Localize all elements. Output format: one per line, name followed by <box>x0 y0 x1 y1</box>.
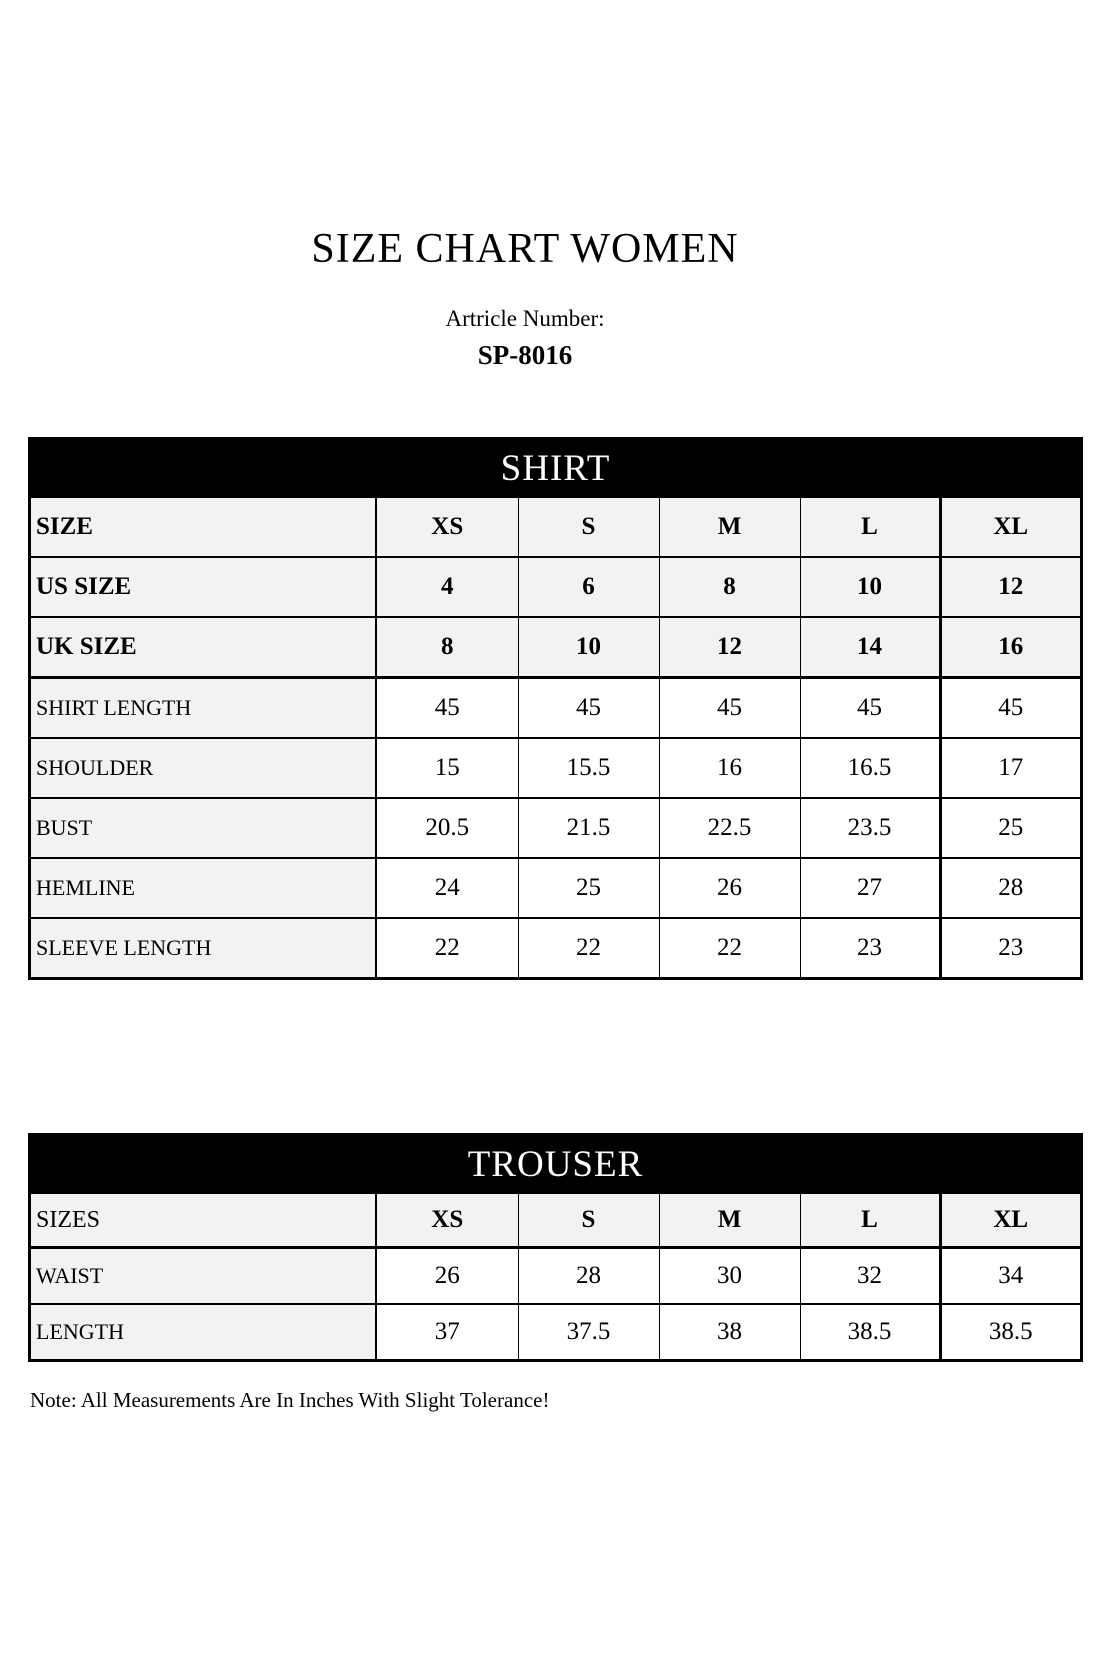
table-cell: 45 <box>376 678 518 739</box>
table-cell: XL <box>940 498 1080 557</box>
table-cell: 38.5 <box>800 1304 940 1359</box>
table-row <box>31 858 1080 918</box>
table-cell: 30 <box>659 1248 800 1305</box>
shirt-table <box>28 437 1083 980</box>
row-label: UK SIZE <box>31 617 376 678</box>
table-cell: 22 <box>518 918 659 977</box>
table-cell: 20.5 <box>376 798 518 858</box>
table-cell: 38 <box>659 1304 800 1359</box>
table-row <box>31 918 1080 977</box>
table-cell: 10 <box>518 617 659 678</box>
row-label: US SIZE <box>31 557 376 617</box>
table-cell: M <box>659 498 800 557</box>
table-cell: 37.5 <box>518 1304 659 1359</box>
table-cell: 16 <box>659 738 800 798</box>
row-label: WAIST <box>31 1248 376 1305</box>
table-row <box>31 678 1080 739</box>
table-row <box>31 1304 1080 1359</box>
table-cell: 28 <box>940 858 1080 918</box>
table-cell: 45 <box>800 678 940 739</box>
note-text: Note: All Measurements Are In Inches With Slight Tolerance! <box>30 1388 550 1412</box>
row-label: SHOULDER <box>31 738 376 798</box>
table-cell: XL <box>940 1194 1080 1248</box>
article-number-value: SP-8016 <box>477 340 573 371</box>
table-cell: 6 <box>518 557 659 617</box>
table-cell: 10 <box>800 557 940 617</box>
table-cell: S <box>518 498 659 557</box>
table-row <box>31 798 1080 858</box>
row-label: SLEEVE LENGTH <box>31 918 376 977</box>
table-cell: 22 <box>659 918 800 977</box>
table-cell: 24 <box>376 858 518 918</box>
row-label: BUST <box>31 798 376 858</box>
table-cell: 25 <box>940 798 1080 858</box>
table-row <box>31 1248 1080 1305</box>
table-cell: 17 <box>940 738 1080 798</box>
table-row <box>31 498 1080 557</box>
table-cell: 27 <box>800 858 940 918</box>
table-cell: M <box>659 1194 800 1248</box>
table-cell: 38.5 <box>940 1304 1080 1359</box>
table-cell: 26 <box>659 858 800 918</box>
table-cell: L <box>800 498 940 557</box>
table-cell: 45 <box>940 678 1080 739</box>
row-label: SHIRT LENGTH <box>31 678 376 739</box>
table-cell: 16.5 <box>800 738 940 798</box>
trouser-size-table <box>31 1194 1080 1359</box>
table-cell: 8 <box>659 557 800 617</box>
table-cell: 15 <box>376 738 518 798</box>
table-cell: 4 <box>376 557 518 617</box>
table-cell: 22.5 <box>659 798 800 858</box>
table-row <box>31 738 1080 798</box>
table-cell: 45 <box>518 678 659 739</box>
table-cell: 22 <box>376 918 518 977</box>
table-row <box>31 1194 1080 1248</box>
table-cell: 12 <box>659 617 800 678</box>
table-cell: 23 <box>940 918 1080 977</box>
table-cell: 12 <box>940 557 1080 617</box>
table-cell: 21.5 <box>518 798 659 858</box>
article-number-label: Artricle Number: <box>445 306 605 332</box>
table-cell: 23 <box>800 918 940 977</box>
table-row <box>31 557 1080 617</box>
table-cell: 16 <box>940 617 1080 678</box>
row-label: SIZE <box>31 498 376 557</box>
table-cell: 15.5 <box>518 738 659 798</box>
table-cell: 37 <box>376 1304 518 1359</box>
row-label: LENGTH <box>31 1304 376 1359</box>
table-cell: 14 <box>800 617 940 678</box>
table-cell: XS <box>376 498 518 557</box>
table-cell: 28 <box>518 1248 659 1305</box>
table-cell: 34 <box>940 1248 1080 1305</box>
table-cell: 26 <box>376 1248 518 1305</box>
table-cell: 23.5 <box>800 798 940 858</box>
row-label: SIZES <box>31 1194 376 1248</box>
trouser-table <box>28 1133 1083 1362</box>
heading-block <box>0 226 1050 371</box>
table-cell: XS <box>376 1194 518 1248</box>
table-cell: S <box>518 1194 659 1248</box>
table-cell: 8 <box>376 617 518 678</box>
table-row <box>31 617 1080 678</box>
trouser-table-title: TROUSER <box>31 1136 1080 1194</box>
shirt-table-title: SHIRT <box>31 440 1080 498</box>
shirt-size-table <box>31 498 1080 977</box>
table-cell: 32 <box>800 1248 940 1305</box>
page-title: SIZE CHART WOMEN <box>311 226 739 272</box>
table-cell: 45 <box>659 678 800 739</box>
table-cell: 25 <box>518 858 659 918</box>
table-cell: L <box>800 1194 940 1248</box>
row-label: HEMLINE <box>31 858 376 918</box>
